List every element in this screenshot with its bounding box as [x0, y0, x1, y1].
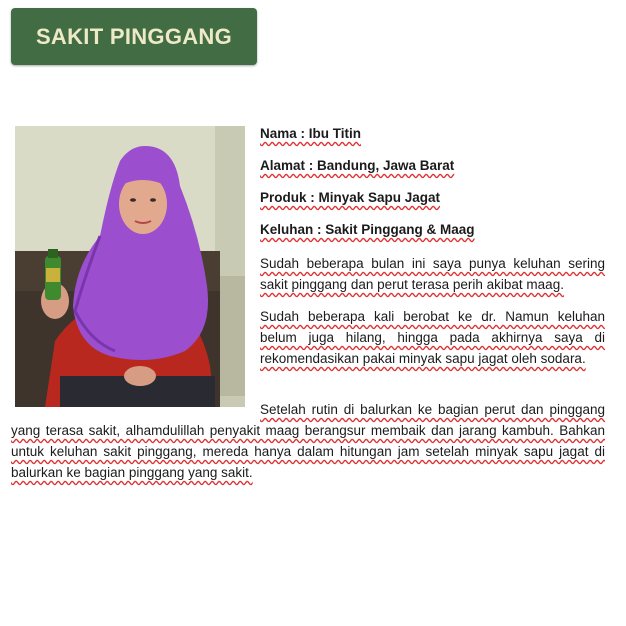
address-line: Alamat : Bandung, Jawa Barat	[260, 158, 455, 173]
product-line: Produk : Minyak Sapu Jagat	[260, 190, 441, 205]
banner-title: SAKIT PINGGANG	[35, 23, 233, 49]
title-banner	[11, 8, 257, 65]
name-line: Nama : Ibu Titin	[260, 126, 362, 141]
paragraph-3: Setelah rutin di balurkan ke bagian perut dan pinggang yang terasa sakit, alhamdulillah penyakit maag berangsur membaik dan jarang kambuh. Bahkan untuk keluhan sakit pinggang, mereda hanya dalam hitungan jam setelah minyak sapu jagat di balurkan ke bagian pinggang yang sakit.	[11, 402, 605, 480]
complaint-line: Keluhan : Sakit Pinggang & Maag	[260, 222, 475, 237]
paragraph-1: Sudah beberapa bulan ini saya punya keluhan sering sakit pinggang dan perut terasa perih akibat maag.	[260, 256, 605, 292]
testimonial-photo	[15, 126, 245, 407]
paragraph-2: Sudah beberapa kali berobat ke dr. Namun keluhan belum juga hilang, hingga pada akhirnya saya di rekomendasikan pakai minyak sapu jagat oleh sodara.	[260, 309, 605, 366]
